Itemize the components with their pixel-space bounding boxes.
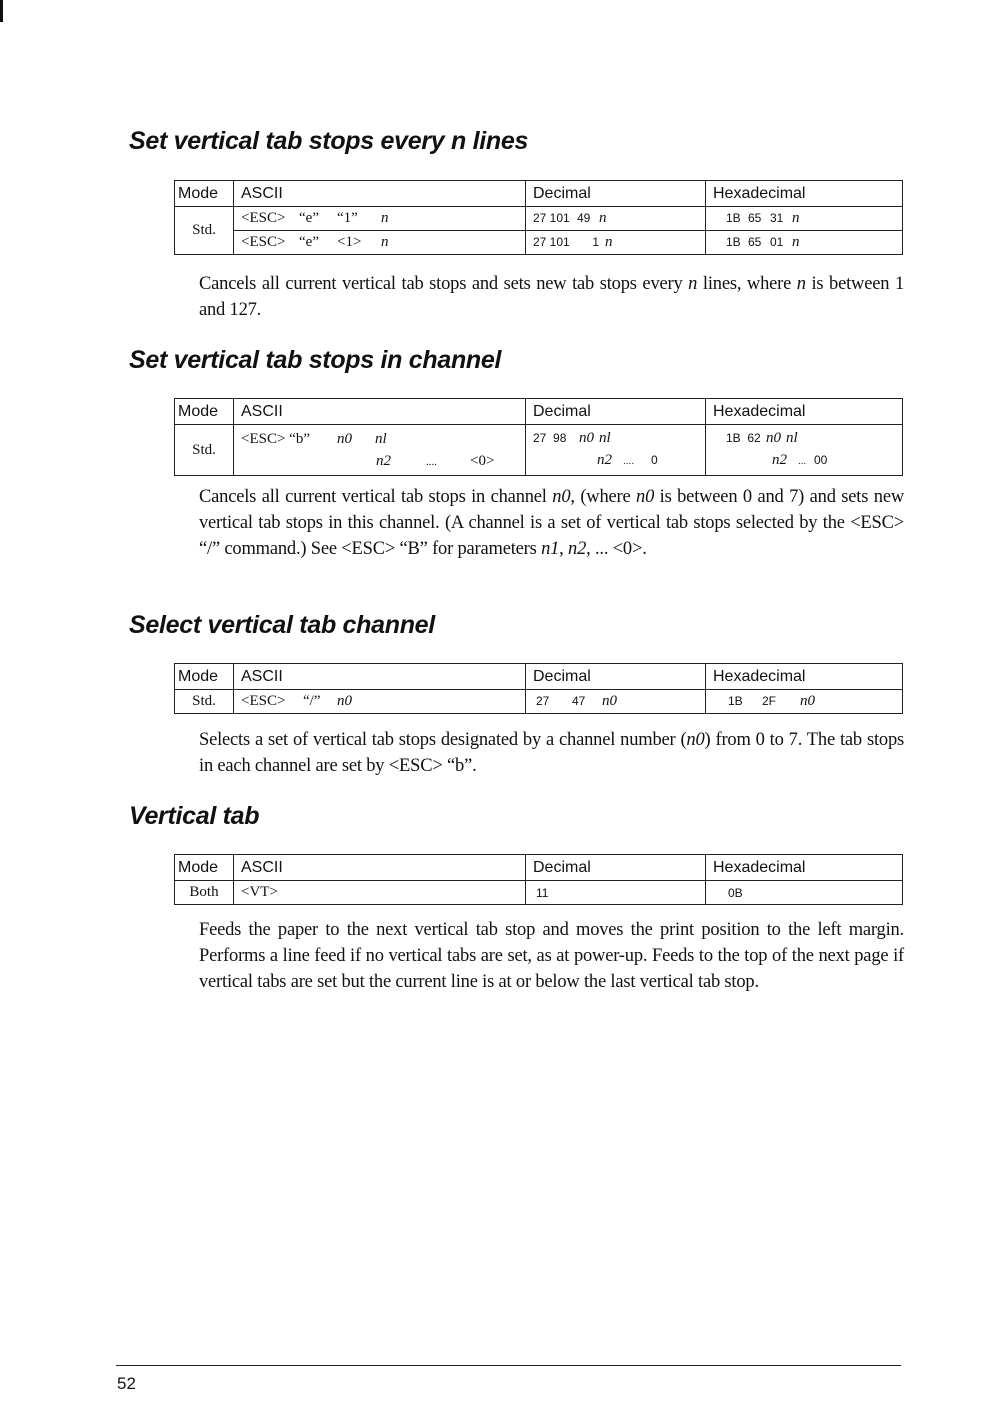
ascii-param: n0 (337, 693, 352, 709)
decimal-token: 27 101 (533, 235, 570, 249)
section-heading-every-n-lines: Set vertical tab stops every n lines (129, 127, 529, 155)
ascii-cell (234, 207, 526, 231)
hex-token: 2F (762, 694, 777, 708)
decimal-token: 27 98 (533, 431, 567, 445)
hex-token: 65 (748, 235, 762, 249)
text: , (where (570, 487, 637, 507)
param: n (688, 274, 698, 294)
decimal-cell: 11 (526, 881, 706, 905)
ascii-token: <ESC> (241, 234, 286, 250)
decimal-token: 27 101 (533, 211, 570, 225)
header-decimal: Decimal (526, 855, 706, 881)
header-ascii: ASCII (234, 855, 526, 881)
ascii-token: “1” (337, 210, 358, 226)
section-heading-vertical-tab: Vertical tab (129, 802, 260, 830)
hex-token: 65 (748, 211, 762, 225)
header-decimal: Decimal (526, 181, 706, 207)
param: n (796, 274, 806, 294)
mode-cell: Both (175, 881, 234, 905)
ascii-token: <ESC> (241, 693, 286, 709)
command-table-select-channel (174, 663, 903, 714)
table-row (175, 690, 903, 714)
hex-param: nl (786, 430, 798, 446)
hex-cell: 0B (706, 881, 903, 905)
mode-cell: Std. (175, 207, 234, 255)
ascii-cell: <VT> (234, 881, 526, 905)
section-heading-in-channel: Set vertical tab stops in channel (129, 346, 502, 374)
hex-token: 31 (770, 211, 784, 225)
ascii-param: n0 (337, 430, 352, 447)
ascii-token: <0> (470, 452, 495, 469)
ascii-cell (234, 690, 526, 714)
hex-param: n0 (800, 693, 815, 709)
ascii-token: “e” (299, 234, 319, 250)
header-ascii: ASCII (234, 664, 526, 690)
param: n0 (636, 487, 655, 507)
hex-token: 1B (728, 694, 743, 708)
description-in-channel (199, 484, 904, 562)
description-select-channel (199, 727, 904, 779)
ascii-token: <1> (337, 234, 362, 250)
header-mode: Mode (175, 399, 234, 425)
table-header-row (175, 664, 903, 690)
header-hex: Hexadecimal (706, 855, 903, 881)
text: , ... <0>. (586, 539, 647, 559)
hex-param: n (792, 234, 800, 250)
text: , (559, 539, 569, 559)
table-header-row (175, 855, 903, 881)
header-mode: Mode (175, 181, 234, 207)
mode-cell: Std. (175, 690, 234, 714)
ellipsis: ... (798, 456, 807, 467)
ascii-param: n (381, 234, 389, 250)
footer-rule (116, 1365, 901, 1366)
table-header-row (175, 181, 903, 207)
param: n1 (541, 539, 560, 559)
header-ascii: ASCII (234, 399, 526, 425)
hex-cell (706, 231, 903, 255)
param: n2 (568, 539, 587, 559)
decimal-param: n0 (579, 430, 594, 446)
decimal-cell (526, 231, 706, 255)
decimal-param: nl (599, 430, 611, 446)
text: is between 0 and 7) and sets new vertical tab stops in this channel. (A channel is a set of vertical tab stops selected by the <ESC> “/” command.) See <ESC> “B” for parameters (199, 487, 904, 559)
hex-token: 01 (770, 235, 784, 249)
text: is between 1 and 127. (199, 274, 904, 320)
ascii-token: <ESC> (241, 210, 286, 226)
table-row (175, 207, 903, 231)
hex-cell (706, 425, 903, 476)
text: Selects a set of vertical tab stops designated by a channel number ( (199, 730, 687, 750)
header-hex: Hexadecimal (706, 664, 903, 690)
ascii-token: “e” (299, 210, 319, 226)
decimal-cell (526, 690, 706, 714)
page-corner-mark (0, 0, 3, 22)
header-hex: Hexadecimal (706, 181, 903, 207)
decimal-token: 27 (536, 694, 550, 708)
decimal-cell (526, 425, 706, 476)
hex-token: 1B (726, 235, 741, 249)
text: Cancels all current vertical tab stops and sets new tab stops every (199, 274, 689, 294)
param: n0 (552, 487, 571, 507)
header-hex: Hexadecimal (706, 399, 903, 425)
decimal-token: 47 (572, 694, 586, 708)
ellipsis: .... (623, 456, 635, 467)
table-row (175, 425, 903, 476)
hex-cell (706, 207, 903, 231)
text: lines, where (697, 274, 797, 294)
header-decimal: Decimal (526, 399, 706, 425)
header-decimal: Decimal (526, 664, 706, 690)
table-header-row (175, 399, 903, 425)
command-table-in-channel (174, 398, 903, 476)
table-row (175, 881, 903, 905)
header-mode: Mode (175, 855, 234, 881)
decimal-cell (526, 207, 706, 231)
decimal-token: 0 (651, 453, 658, 467)
text: ) from 0 to 7. The tab stops in each channel are set by <ESC> “b”. (199, 730, 904, 776)
ascii-token: <ESC> “b” (241, 430, 310, 447)
command-table-every-n-lines (174, 180, 903, 255)
decimal-token: 49 (577, 211, 591, 225)
description-vertical-tab: Feeds the paper to the next vertical tab stop and moves the print position to the left margin. Performs a line feed if no vertical tabs are set, as at power-up. Feeds to the top of the next page if vertical tabs are set but the current line is at or below the last vertical tab stop. (199, 920, 904, 992)
ascii-token: “/” (303, 693, 321, 709)
mode-cell: Std. (175, 425, 234, 476)
hex-token: 1B 62 (726, 431, 761, 445)
header-mode: Mode (175, 664, 234, 690)
page-number: 52 (117, 1374, 136, 1393)
decimal-param: n2 (597, 452, 612, 468)
hex-token: 00 (814, 453, 828, 467)
table-row (175, 231, 903, 255)
decimal-param: n0 (602, 693, 617, 709)
ascii-cell (234, 425, 526, 476)
ascii-param: n (381, 210, 389, 226)
decimal-param: n (599, 210, 607, 226)
decimal-token: 1 (592, 235, 599, 249)
hex-param: n0 (766, 430, 781, 446)
ascii-cell (234, 231, 526, 255)
ascii-param: n2 (376, 452, 391, 469)
hex-param: n (792, 210, 800, 226)
decimal-param: n (605, 234, 613, 250)
hex-token: 1B (726, 211, 741, 225)
hex-param: n2 (772, 452, 787, 468)
text: Cancels all current vertical tab stops in channel (199, 487, 553, 507)
header-ascii: ASCII (234, 181, 526, 207)
hex-cell (706, 690, 903, 714)
param: n0 (686, 730, 705, 750)
description-every-n-lines (199, 271, 904, 323)
command-table-vertical-tab (174, 854, 903, 905)
section-heading-select-channel: Select vertical tab channel (129, 611, 435, 639)
ellipsis: .... (426, 455, 437, 468)
ascii-param: nl (375, 430, 387, 447)
